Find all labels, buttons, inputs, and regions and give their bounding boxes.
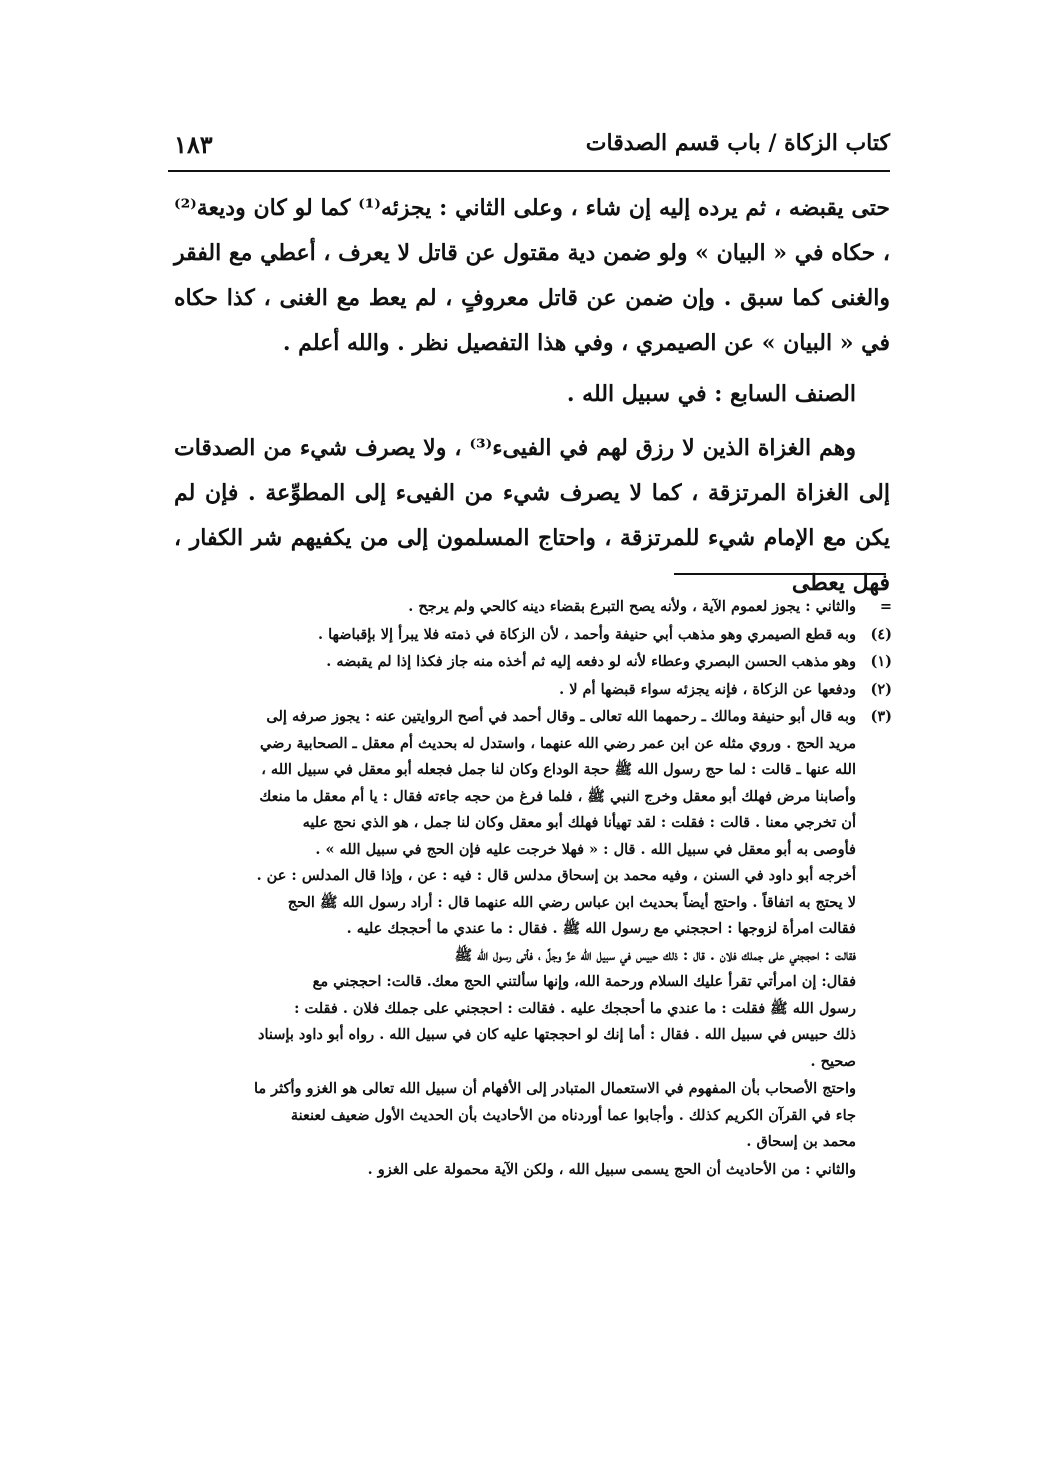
- footnote-continuation: [172, 594, 892, 621]
- footnote-text: ودفعها عن الزكاة ، فإنه يجزئه سواء قبضها أم لا .: [559, 680, 856, 698]
- page-header: [168, 126, 890, 166]
- footnote-line: جاء في القرآن الكريم كذلك . وأجابوا عما أوردناه من الأحاديث بأن الحديث الأول ضعيف لعنعنة: [290, 1106, 856, 1124]
- footnote-line: ذلك حبيس في سبيل الله . فقال : أما إنك لو احججتها عليه كان في سبيل الله . رواه أبو داود بإسناد: [258, 1026, 856, 1043]
- footnote-marker: (٢): [870, 680, 892, 698]
- running-title: كتاب الزكاة / باب قسم الصدقات: [585, 130, 890, 156]
- footnote-3-continued: [172, 1076, 892, 1156]
- footnote-marker: (١): [870, 653, 892, 670]
- footnote-marker: (٤): [870, 625, 892, 643]
- footnote-line: محمد بن إسحاق .: [746, 1133, 856, 1150]
- footnote-line: مريد الحج . وروي مثله عن ابن عمر رضي الله عنهما ، واستدل له بحديث أم معقل ـ الصحابية رضي: [260, 734, 856, 752]
- footnote-text: وهو مذهب الحسن البصري وعطاء لأنه لو دفعه إليه ثم أخذه منه جاز فكذا إذا لم يقبضه .: [326, 653, 856, 670]
- footnote-line: الله عنها ـ قالت : لما حج رسول الله ﷺ حجة الوداع وكان لنا جمل فجعله أبو معقل في سبيل الله ،: [261, 761, 856, 778]
- header-rule: [168, 170, 890, 172]
- footnotes: [172, 594, 892, 1183]
- footnote-line: فأوصى به أبو معقل في سبيل الله . قال : « فهلا خرجت عليه فإن الحج في سبيل الله » .: [315, 840, 856, 858]
- footnote-text: والثاني : من الأحاديث أن الحج يسمى سبيل الله ، ولكن الآية محمولة على الغزو .: [367, 1160, 856, 1178]
- footnote-line: فقالت امرأة لزوجها : احججني مع رسول الله ﷺ . فقال : ما عندي ما أحججك عليه .: [346, 920, 856, 937]
- footnote-1: [172, 649, 892, 676]
- footnote-marker: =: [879, 598, 892, 615]
- footnote-line: رسول الله ﷺ فقلت : ما عندي ما أحججك عليه . فقالت : احججني على جملك فلان . فقلت :: [294, 999, 856, 1017]
- footnote-4: [172, 622, 892, 649]
- footnote-line: صحيح .: [810, 1052, 856, 1070]
- footnote-line: وأصابنا مرض فهلك أبو معقل وخرج النبي ﷺ ، فلما فرغ من حجه جاءته فقال : يا أم معقل ما منعك: [259, 787, 856, 805]
- footnote-marker: (٣): [870, 708, 892, 725]
- footnote-line: أن تخرجي معنا . قالت : فقلت : لقد تهيأنا فهلك أبو معقل وكان لنا جمل ، هو الذي نحج عليه: [302, 814, 856, 831]
- footnote-text: وبه قطع الصيمري وهو مذهب أبي حنيفة وأحمد ، لأن الزكاة في ذمته فلا يبرأ إلا بإقباضها .: [318, 625, 856, 643]
- section-heading: الصنف السابع : في سبيل الله .: [566, 381, 856, 407]
- footnote-3-second-point: [172, 1157, 892, 1184]
- footnote-3: [172, 704, 892, 1075]
- footnote-separator: [674, 573, 886, 575]
- footnote-text: والثاني : يجوز لعموم الآية ، ولأنه يصح التبرع بقضاء دينه كالحي ولم يرجح .: [408, 598, 856, 615]
- footnote-line: واحتج الأصحاب بأن المفهوم في الاستعمال المتبادر إلى الأفهام أن سبيل الله تعالى هو الغزو وأكثر ما: [253, 1080, 856, 1097]
- paragraph-2: وهم الغزاة الذين لا رزق لهم في الفيىء⁽³⁾ ، ولا يصرف شيء من الصدقات إلى الغزاة المرتزقة ، كما لا يصرف شيء من الفيىء إلى المطوِّعة . فإن لم يكن مع الإمام شيء للمرتزقة ، واحتاج المسلمون إلى من يكفيهم شر الكفار ، فهل يعطى: [174, 435, 890, 596]
- footnote-line: لا يحتج به اتفاقاً . واحتج أيضاً بحديث ابن عباس رضي الله عنهما قال : أراد رسول الله ﷺ الحج: [287, 893, 856, 911]
- page-number: ١٨٣: [174, 130, 213, 159]
- footnote-line: أخرجه أبو داود في السنن ، وفيه محمد بن إسحاق مدلس قال : فيه : عن ، وإذا قال المدلس : عن .: [256, 867, 856, 884]
- paragraph-1: حتى يقبضه ، ثم يرده إليه إن شاء ، وعلى الثاني : يجزئه⁽¹⁾ كما لو كان وديعة⁽²⁾ ، حكاه في « البيان » ولو ضمن دية مقتول عن قاتل لا يعرف ، أعطي مع الفقر والغنى كما سبق . وإن ضمن عن قاتل معروفٍ ، لم يعط مع الغنى ، كذا حكاه في « البيان » عن الصيمري ، وفي هذا التفصيل نظر . والله أعلم .: [174, 195, 890, 356]
- footnote-line: فقالت : احججني على جملك فلان . قال : ذلك حبيس في سبيل الله عزَّ وجلَّ ، فأتى رسول الله ﷺ: [454, 946, 856, 964]
- footnote-line: فقال: إن امرأتي تقرأ عليك السلام ورحمة الله، وإنها سألتني الحج معك. قالت: احججني مع: [312, 973, 856, 990]
- main-text: [174, 186, 890, 606]
- footnote-2: [172, 677, 892, 704]
- footnote-line: وبه قال أبو حنيفة ومالك ـ رحمهما الله تعالى ـ وقال أحمد في أصح الروايتين عنه : يجوز صرفه إلى: [266, 708, 856, 725]
